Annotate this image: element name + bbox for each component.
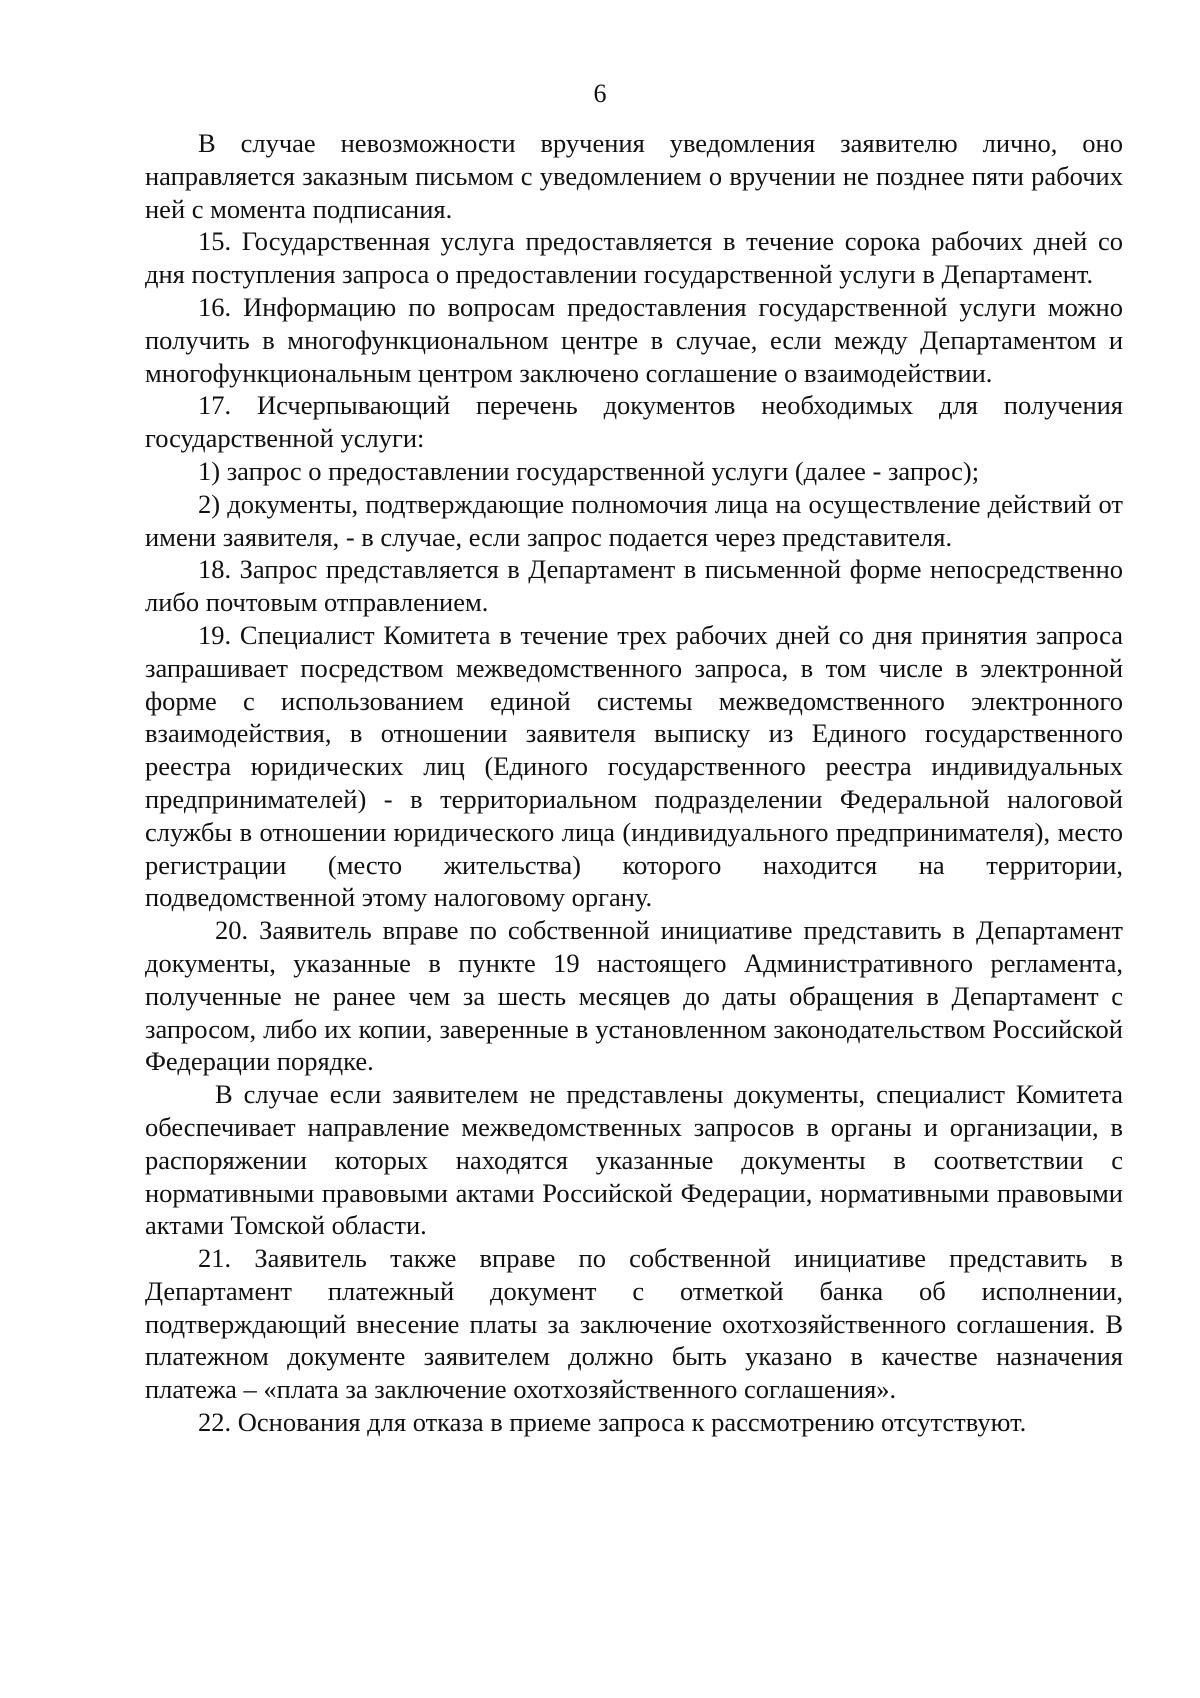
paragraph-17: 17. Исчерпывающий перечень документов необходимых для получения государственной услуги: [145, 390, 1123, 454]
paragraph-19: 19. Специалист Комитета в течение трех рабочих дней со дня принятия запроса запрашивает посредством межведомственного запроса, в том числе в электронной форме с использованием единой системы межведомственного электронного взаимодействия, в отношении заявителя выписку из Единого государственного реестра юридических лиц (Единого государственного реестра индивидуальных предпринимателей) - в территориальном подразделении Федеральной налоговой службы в отношении юридического лица (индивидуального предпринимателя), место регистрации (место жительства) которого находится на территории, подведомственной этому налоговому органу. [145, 619, 1123, 913]
paragraph-18: 18. Запрос представляется в Департамент в письменной форме непосредственно либо почтовым отправлением. [145, 554, 1123, 618]
document-body [145, 127, 1123, 1439]
paragraph-20: 20. Заявитель вправе по собственной инициативе представить в Департамент документы, указанные в пункте 19 настоящего Административного регламента, полученные не ранее чем за шесть месяцев до даты обращения в Департамент с запросом, либо их копии, заверенные в установленном законодательством Российской Федерации порядке. [145, 915, 1123, 1077]
paragraph-15: 15. Государственная услуга предоставляется в течение сорока рабочих дней со дня поступления запроса о предоставлении государственной услуги в Департамент. [145, 226, 1123, 290]
paragraph-17-item-2: 2) документы, подтверждающие полномочия лица на осуществление действий от имени заявителя, - в случае, если запрос подается через представителя. [145, 488, 1123, 552]
paragraph-delivery-by-mail: В случае невозможности вручения уведомления заявителю лично, оно направляется заказным письмом с уведомлением о вручении не позднее пяти рабочих ней с момента подписания. [145, 128, 1123, 224]
paragraph-20-continuation: В случае если заявителем не представлены документы, специалист Комитета обеспечивает направление межведомственных запросов в органы и организации, в распоряжении которых находятся указанные документы в соответствии с нормативными правовыми актами Российской Федерации, нормативными правовыми актами Томской области. [145, 1079, 1123, 1241]
page-number: 6 [593, 79, 607, 108]
paragraph-21: 21. Заявитель также вправе по собственной инициативе представить в Департамент платежный документ с отметкой банка об исполнении, подтверждающий внесение платы за заключение охотхозяйственного соглашения. В платежном документе заявителем должно быть указано в качестве назначения платежа – «плата за заключение охотхозяйственного соглашения». [145, 1243, 1123, 1405]
paragraph-16: 16. Информацию по вопросам предоставления государственной услуги можно получить в многофункциональном центре в случае, если между Департаментом и многофункциональным центром заключено соглашение о взаимодействии. [145, 291, 1123, 388]
paragraph-17-item-1: 1) запрос о предоставлении государственной услуги (далее - запрос); [198, 455, 980, 486]
paragraph-22: 22. Основания для отказа в приеме запроса к рассмотрению отсутствуют. [198, 1407, 1027, 1438]
